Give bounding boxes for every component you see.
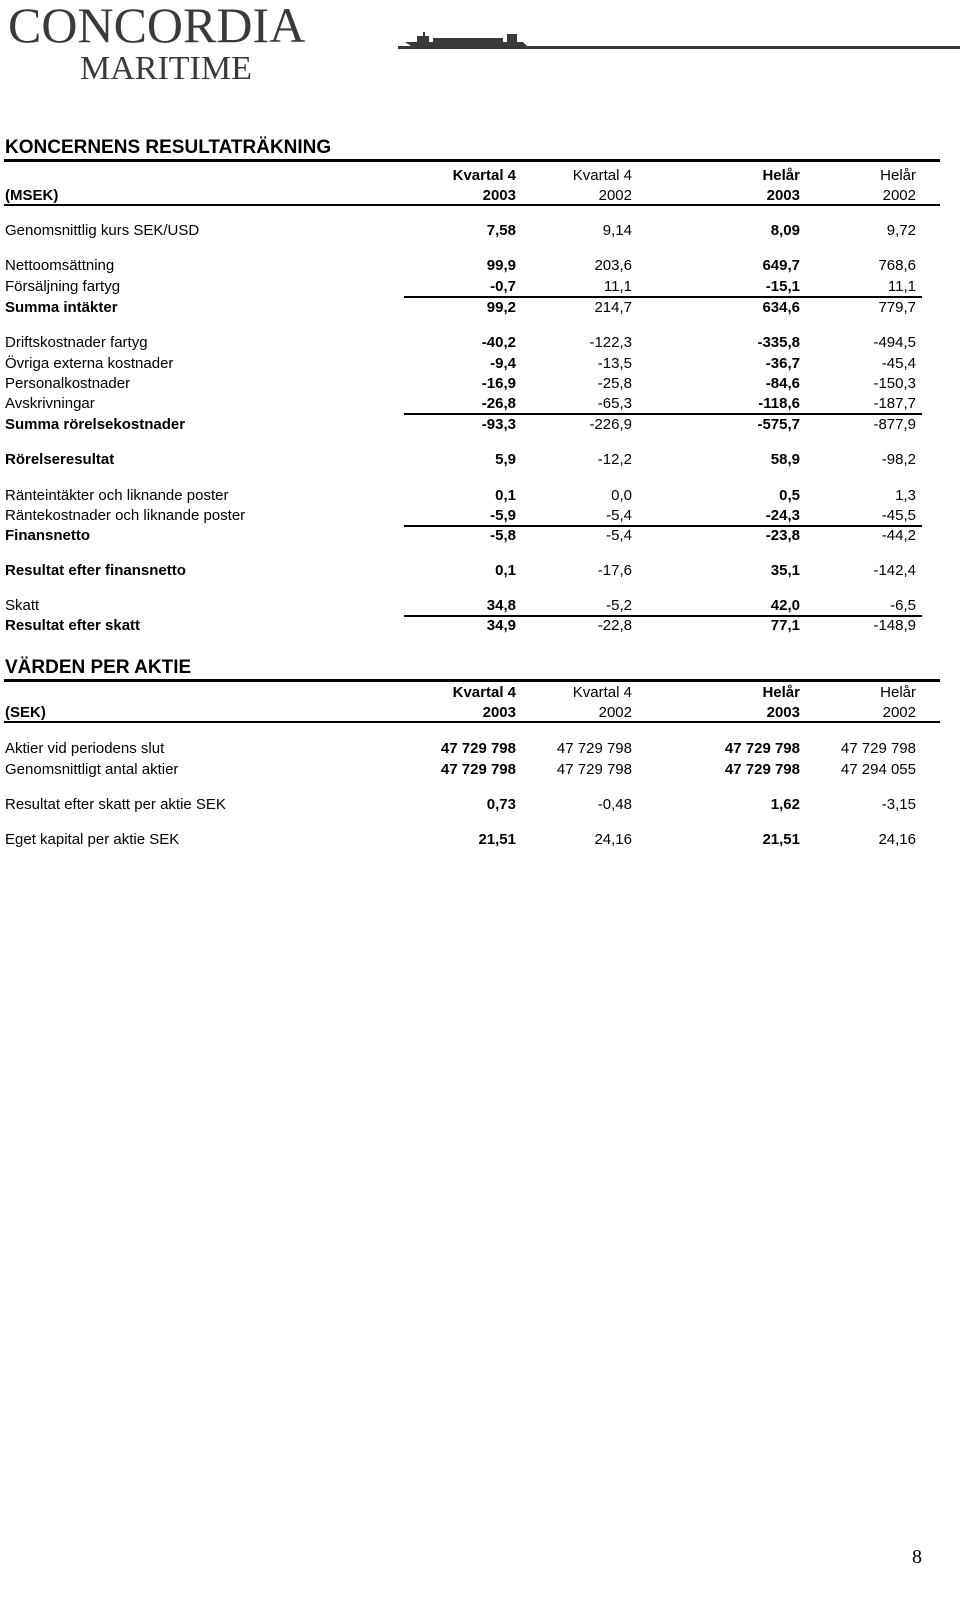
col-header-fy-2002-year: 2002 [882, 187, 916, 204]
income-statement-row [0, 221, 940, 241]
income-statement-cell-q4-2003: -16,9 [481, 375, 516, 392]
income-statement-cell-q4-2003: -9,4 [490, 355, 516, 372]
income-statement-cell-fy-2003: 649,7 [762, 257, 800, 274]
unit-label: (MSEK) [5, 187, 59, 204]
per-share-cell-q4-2003: 0,73 [486, 796, 516, 813]
ps-col-header-q4-2002-year: 2002 [598, 704, 632, 721]
income-statement-cell-q4-2002: -5,4 [606, 527, 632, 544]
income-statement-cell-fy-2002: -98,2 [881, 451, 916, 468]
income-statement-row [0, 506, 940, 526]
income-statement-cell-q4-2003: 99,2 [486, 299, 516, 316]
income-statement-cell-fy-2003: 634,6 [762, 299, 800, 316]
income-statement-row-label: Resultat efter finansnetto [5, 562, 186, 579]
header-divider [4, 204, 940, 206]
header-row-top [0, 166, 940, 186]
income-statement-cell-q4-2002: -25,8 [597, 375, 632, 392]
company-logo [8, 0, 960, 90]
income-statement-row-label: Ränteintäkter och liknande poster [5, 487, 229, 504]
per-share-cell-q4-2002: -0,48 [597, 796, 632, 813]
income-statement-cell-fy-2002: -45,4 [881, 355, 916, 372]
income-statement-row-label: Nettoomsättning [5, 257, 115, 274]
income-statement-cell-fy-2002: 779,7 [878, 299, 916, 316]
income-statement-cell-fy-2003: -84,6 [765, 375, 800, 392]
income-statement-row-label: Finansnetto [5, 527, 90, 544]
per-share-cell-fy-2003: 21,51 [762, 831, 800, 848]
income-statement-cell-fy-2002: 1,3 [895, 487, 916, 504]
per-share-row-label: Eget kapital per aktie SEK [5, 831, 180, 848]
income-statement-cell-fy-2003: 35,1 [770, 562, 800, 579]
ps-col-header-fy-2003-top: Helår [762, 684, 800, 701]
income-statement-cell-q4-2002: 9,14 [602, 222, 632, 239]
income-statement-row-label: Rörelseresultat [5, 451, 115, 468]
income-statement-row-label: Resultat efter skatt [5, 617, 141, 634]
income-statement-row [0, 561, 940, 581]
per-share-row-label: Aktier vid periodens slut [5, 740, 165, 757]
income-statement-row-label: Skatt [5, 597, 40, 614]
income-statement-cell-q4-2003: -93,3 [481, 416, 516, 433]
income-statement-cell-fy-2002: -148,9 [873, 617, 916, 634]
income-statement-cell-fy-2002: -877,9 [873, 416, 916, 433]
income-statement-row-label: Driftskostnader fartyg [5, 334, 148, 351]
income-statement-cell-q4-2003: 99,9 [486, 257, 516, 274]
income-statement-cell-q4-2003: -0,7 [490, 278, 516, 295]
col-header-fy-2002-top: Helår [880, 167, 916, 184]
income-statement-row [0, 415, 940, 435]
income-statement-cell-fy-2002: -44,2 [881, 527, 916, 544]
income-statement-cell-fy-2002: -142,4 [873, 562, 916, 579]
income-statement-row [0, 333, 940, 353]
per-share-cell-q4-2003: 47 729 798 [440, 761, 516, 778]
income-statement-cell-fy-2003: -335,8 [757, 334, 800, 351]
ps-col-header-fy-2002-year: 2002 [882, 704, 916, 721]
income-statement-cell-q4-2003: -40,2 [481, 334, 516, 351]
per-share-row-label: Resultat efter skatt per aktie SEK [5, 796, 226, 813]
income-statement-cell-q4-2002: 203,6 [594, 257, 632, 274]
income-statement-cell-fy-2003: -36,7 [765, 355, 800, 372]
income-statement-cell-fy-2002: 768,6 [878, 257, 916, 274]
per-share-cell-fy-2003: 47 729 798 [724, 740, 800, 757]
per-share-cell-q4-2003: 21,51 [478, 831, 516, 848]
ps-col-header-fy-2003-year: 2003 [766, 704, 800, 721]
ps-col-header-fy-2002-top: Helår [880, 684, 916, 701]
income-statement-row [0, 526, 940, 546]
per-share-header-row-top [0, 683, 940, 703]
income-statement-cell-fy-2003: 0,5 [779, 487, 800, 504]
header-row-bottom [0, 186, 940, 206]
title-divider [4, 159, 940, 162]
per-share-header-row-bottom [0, 703, 940, 723]
col-header-q4-2003-top: Kvartal 4 [452, 167, 516, 184]
income-statement-cell-q4-2002: -5,2 [606, 597, 632, 614]
income-statement-cell-fy-2003: 58,9 [770, 451, 800, 468]
per-share-cell-q4-2003: 47 729 798 [440, 740, 516, 757]
per-share-cell-fy-2002: -3,15 [881, 796, 916, 813]
income-statement-cell-q4-2003: 34,9 [486, 617, 516, 634]
income-statement-cell-fy-2002: -150,3 [873, 375, 916, 392]
income-statement-row-label: Övriga externa kostnader [5, 355, 174, 372]
income-statement-cell-fy-2002: 9,72 [886, 222, 916, 239]
income-statement-cell-fy-2003: -118,6 [758, 395, 800, 412]
income-statement-cell-fy-2003: -575,7 [757, 416, 800, 433]
per-share-header-divider [4, 721, 940, 723]
income-statement-cell-q4-2003: 0,1 [495, 562, 516, 579]
per-share-cell-q4-2002: 47 729 798 [556, 740, 632, 757]
ps-col-header-q4-2002-top: Kvartal 4 [572, 684, 632, 701]
per-share-row [0, 739, 940, 759]
income-statement-cell-fy-2003: -24,3 [765, 507, 800, 524]
ps-col-header-q4-2003-top: Kvartal 4 [452, 684, 516, 701]
income-statement-cell-fy-2003: 77,1 [770, 617, 800, 634]
income-statement-cell-q4-2002: -12,2 [597, 451, 632, 468]
col-header-fy-2003-year: 2003 [766, 187, 800, 204]
income-statement-cell-q4-2002: 11,1 [603, 278, 632, 295]
per-share-cell-fy-2002: 24,16 [878, 831, 916, 848]
income-statement-cell-q4-2002: -122,3 [589, 334, 632, 351]
per-share-title-divider [4, 679, 940, 682]
logo-line-1: CONCORDIA [8, 0, 306, 53]
per-share-title: VÄRDEN PER AKTIE [5, 657, 192, 678]
per-share-cell-fy-2003: 1,62 [770, 796, 800, 813]
income-statement-cell-fy-2003: 8,09 [770, 222, 800, 239]
income-statement-cell-fy-2003: -23,8 [765, 527, 800, 544]
income-statement-cell-q4-2002: -22,8 [597, 617, 632, 634]
col-header-q4-2002-year: 2002 [598, 187, 632, 204]
income-statement-cell-q4-2003: 34,8 [486, 597, 516, 614]
per-share-cell-fy-2002: 47 729 798 [840, 740, 916, 757]
income-statement-cell-q4-2002: -13,5 [597, 355, 632, 372]
income-statement-cell-q4-2002: -226,9 [589, 416, 632, 433]
col-header-fy-2003-top: Helår [762, 167, 800, 184]
per-share-cell-fy-2002: 47 294 055 [840, 761, 916, 778]
per-share-cell-q4-2002: 24,16 [594, 831, 632, 848]
income-statement-row [0, 616, 940, 636]
income-statement-cell-fy-2002: -45,5 [881, 507, 916, 524]
income-statement-row-label: Försäljning fartyg [5, 278, 121, 295]
income-statement-cell-q4-2002: 214,7 [594, 299, 632, 316]
income-statement-cell-q4-2003: 0,1 [495, 487, 516, 504]
income-statement-row [0, 298, 940, 318]
income-statement-row [0, 596, 940, 616]
income-statement-cell-q4-2003: -5,9 [490, 507, 516, 524]
income-statement-row [0, 256, 940, 276]
income-statement-cell-q4-2003: 5,9 [495, 451, 516, 468]
col-header-q4-2002-top: Kvartal 4 [572, 167, 632, 184]
income-statement-row [0, 450, 940, 470]
income-statement-row-label: Genomsnittlig kurs SEK/USD [5, 222, 200, 239]
income-statement-cell-fy-2003: -15,1 [765, 278, 800, 295]
income-statement-cell-q4-2003: -5,8 [490, 527, 516, 544]
income-statement-row [0, 486, 940, 506]
income-statement-row-label: Personalkostnader [5, 375, 131, 392]
income-statement-cell-q4-2002: -17,6 [597, 562, 632, 579]
income-statement-cell-fy-2003: 42,0 [770, 597, 800, 614]
income-statement-cell-q4-2003: -26,8 [481, 395, 516, 412]
income-statement-cell-fy-2002: -6,5 [890, 597, 916, 614]
income-statement-cell-fy-2002: 11,1 [887, 278, 916, 295]
income-statement-cell-q4-2002: -65,3 [597, 395, 632, 412]
income-statement-title: KONCERNENS RESULTATRÄKNING [5, 137, 332, 158]
per-share-row-label: Genomsnittligt antal aktier [5, 761, 179, 778]
per-share-unit-label: (SEK) [5, 704, 46, 721]
ps-col-header-q4-2003-year: 2003 [482, 704, 516, 721]
income-statement-cell-fy-2002: -494,5 [873, 334, 916, 351]
per-share-cell-q4-2002: 47 729 798 [556, 761, 632, 778]
income-statement-row [0, 277, 940, 297]
logo-line-2: MARITIME [80, 50, 252, 87]
per-share-row [0, 760, 940, 780]
income-statement-row [0, 394, 940, 414]
income-statement-row-label: Räntekostnader och liknande poster [5, 507, 246, 524]
income-statement-row [0, 374, 940, 394]
income-statement-cell-fy-2002: -187,7 [873, 395, 916, 412]
income-statement-cell-q4-2002: 0,0 [611, 487, 632, 504]
income-statement-row-label: Summa intäkter [5, 299, 118, 316]
col-header-q4-2003-year: 2003 [482, 187, 516, 204]
per-share-row [0, 795, 940, 815]
page-number: 8 [912, 1546, 922, 1568]
per-share-cell-fy-2003: 47 729 798 [724, 761, 800, 778]
income-statement-cell-q4-2003: 7,58 [486, 222, 516, 239]
ship-icon [403, 30, 535, 48]
per-share-row [0, 830, 940, 850]
income-statement-row-label: Summa rörelsekostnader [5, 416, 186, 433]
income-statement-cell-q4-2002: -5,4 [606, 507, 632, 524]
income-statement-row-label: Avskrivningar [5, 395, 95, 412]
income-statement-row [0, 354, 940, 374]
